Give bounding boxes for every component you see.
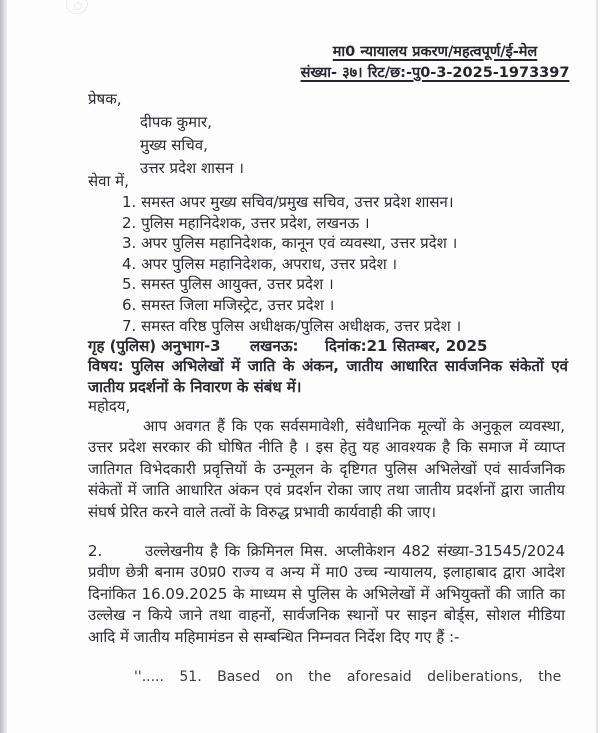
body-paragraph-1: आप अवगत हैं कि एक सर्वसमावेशी, संवैधानिक मूल्यों के अनुकूल व्यवस्था, उत्तर प्रदेश सरकार की घोषित नीति है । इस हेतु यह आवश्यक है कि समाज में व्याप्त जातिगत विभेदकारी प्रवृत्तियों के उन्मूलन के दृष्टिगत पुलिस अभिलेखों एवं सार्वजनिक संकेतों में जाति आधारित अंकन एवं प्रदर्शन रोका जाए तथा जातीय प्रदर्शनों द्वारा जातीय संघर्ष प्रेरित करने वाले तत्वों के विरुद्ध प्रभावी कार्यवाही की जाए। bbox=[88, 417, 565, 521]
recipient-item: 4. अपर पुलिस महानिदेशक, अपराध, उत्तर प्रदेश । bbox=[122, 254, 398, 273]
recipient-item: 7. समस्त वरिष्ठ पुलिस अधीक्षक/पुलिस अधीक्षक, उत्तर प्रदेश । bbox=[122, 316, 462, 335]
body-paragraph-2 bbox=[88, 541, 565, 648]
page-left-edge bbox=[0, 0, 7, 733]
page-right-edge bbox=[596, 0, 598, 733]
english-quote-line: ''..... 51. Based on the aforesaid deliberations, the bbox=[134, 669, 562, 685]
recipient-item: 3. अपर पुलिस महानिदेशक, कानून एवं व्यवस्था, उत्तर प्रदेश । bbox=[122, 234, 458, 253]
sender-label: प्रेषक, bbox=[88, 90, 122, 108]
office-place-date-line bbox=[88, 336, 566, 357]
salutation: महोदय, bbox=[88, 397, 131, 415]
recipient-item: 6. समस्त जिला मजिस्ट्रेट, उत्तर प्रदेश । bbox=[122, 295, 335, 314]
subject-line: विषय: पुलिस अभिलेखों में जाति के अंकन, जातीय आधारित सार्वजनिक संकेतों एवं जातीय प्रदर्शनों के निवारण के संबंध में। bbox=[88, 357, 568, 396]
recipient-item: 2. पुलिस महानिदेशक, उत्तर प्रदेश, लखनऊ । bbox=[122, 213, 370, 232]
recipient-item: 1. समस्त अपर मुख्य सचिव/प्रमुख सचिव, उत्तर प्रदेश शासन। bbox=[122, 193, 454, 211]
header-case-category-line: मा0 न्यायालय प्रकरण/महत्वपूर्ण/ई-मेल bbox=[332, 44, 538, 60]
sender-organization: उत्तर प्रदेश शासन । bbox=[140, 159, 244, 177]
recipients-block bbox=[88, 170, 461, 336]
recipients-label: सेवा में, bbox=[88, 172, 129, 190]
paragraph-2-text: उल्लेखनीय है कि क्रिमिनल मिस. अप्लीकेशन 482 संख्या-31545/2024 प्रवीण छेत्री बनाम उ0प्र0 राज्य व अन्य में मा0 उच्च न्यायालय, इलाहाबाद द्वारा आदेश दिनांकित 16.09.2025 के माध्यम से पुलिस के अभिलेखों में अभियुक्तों की जाति का उल्लेख न किये जाने तथा वाहनों, सार्वजनिक स्थानों पर साइन बोर्ड्स, सोशल मीडिया आदि में जातीय महिमामंडन से सम्बन्धित निम्नवत निर्देश दिए गए हैं :- bbox=[88, 542, 565, 646]
sender-block bbox=[88, 88, 244, 180]
paragraph-number: 2. bbox=[88, 542, 103, 560]
sender-name: दीपक कुमार, bbox=[140, 113, 212, 131]
letter-header bbox=[278, 42, 592, 84]
faint-stamp-icon bbox=[66, 0, 88, 14]
office-place: लखनऊ: bbox=[250, 337, 299, 355]
office-section: गृह (पुलिस) अनुभाग-3 bbox=[88, 337, 221, 355]
recipient-item: 5. समस्त पुलिस आयुक्त, उत्तर प्रदेश । bbox=[122, 275, 334, 294]
sender-designation: मुख्य सचिव, bbox=[140, 136, 208, 154]
header-file-number-line: संख्या- ३७। रिट/छ:-पु0-3-2025-1973397 bbox=[300, 65, 570, 81]
office-date: दिनांक:21 सितम्बर, 2025 bbox=[325, 337, 488, 355]
